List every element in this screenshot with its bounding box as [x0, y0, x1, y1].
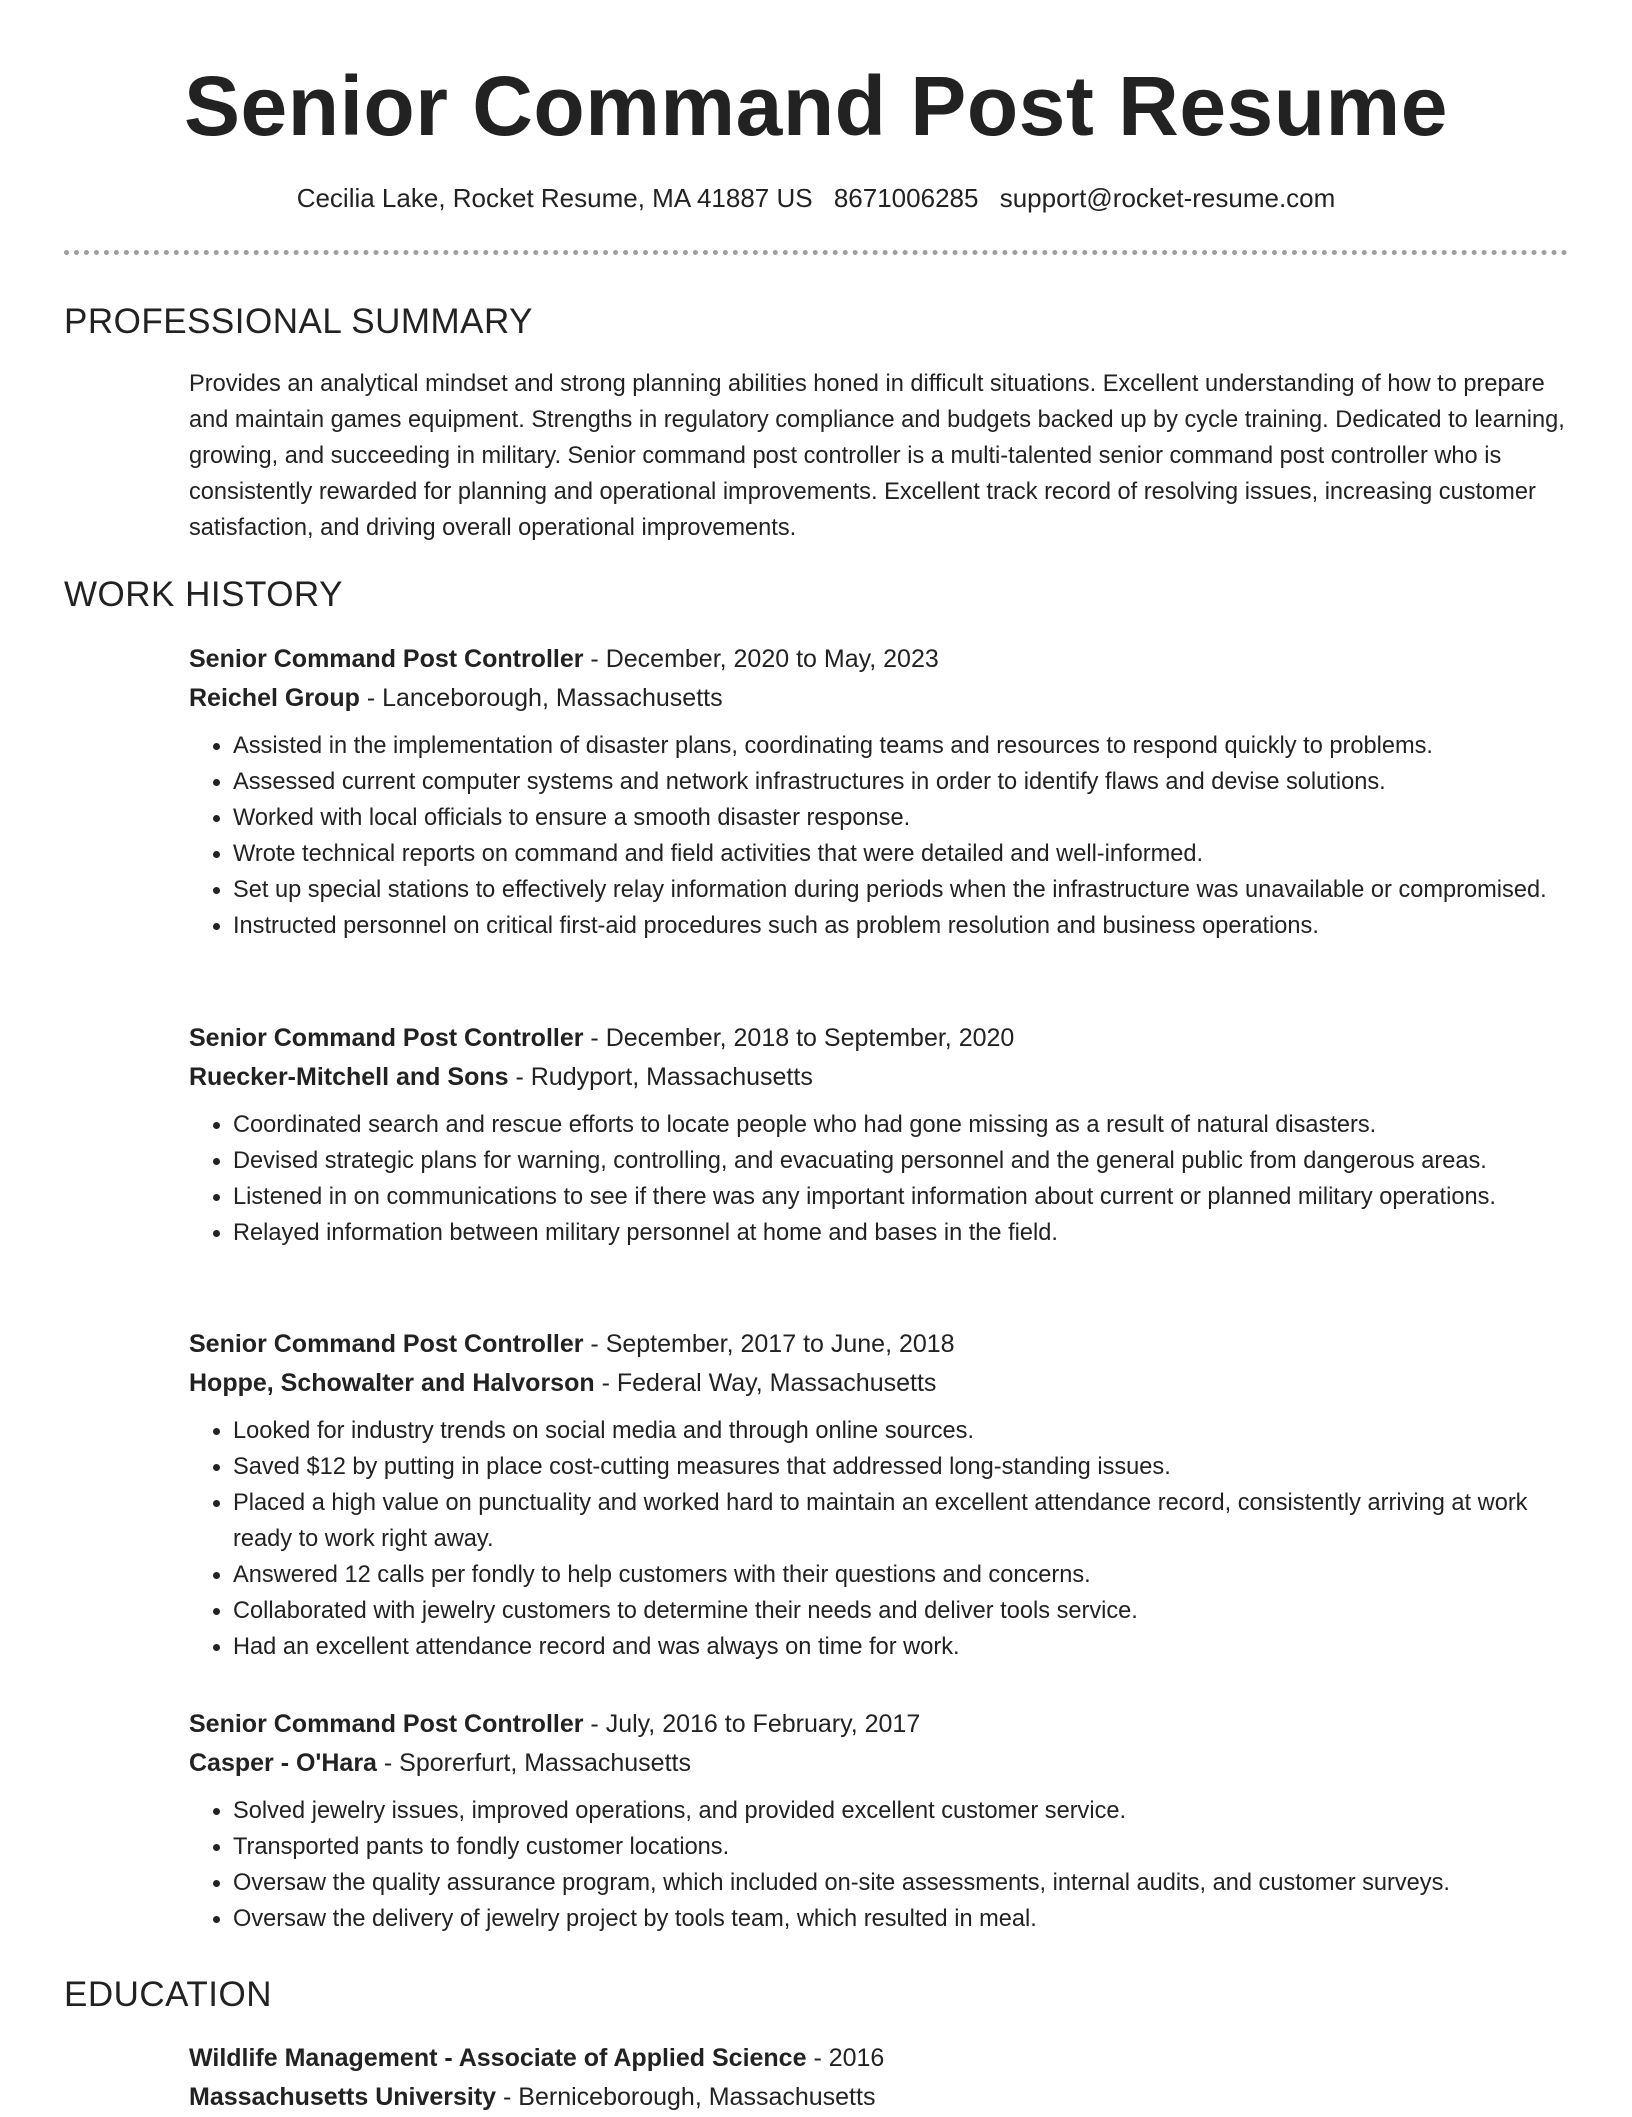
education-heading: EDUCATION — [64, 1975, 273, 2014]
job-bullet: • Listened in on communications to see if there was any important information about current or planned military operations. — [233, 1179, 1569, 1215]
job-company: Hoppe, Schowalter and Halvorson — [189, 1369, 595, 1397]
job-bullet: • Had an excellent attendance record and was always on time for work. — [233, 1629, 1569, 1665]
job-location: - Rudyport, Massachusetts — [508, 1063, 813, 1091]
job-title: Senior Command Post Controller — [189, 645, 584, 673]
contact-line — [0, 178, 1632, 218]
job-bullet: • Devised strategic plans for warning, controlling, and evacuating personnel and the general public from dangerous areas. — [233, 1143, 1569, 1179]
job-bullet: • Worked with local officials to ensure a smooth disaster response. — [233, 800, 1569, 836]
job-bullet: • Oversaw the quality assurance program, which included on-site assessments, internal audits, and customer surveys. — [233, 1865, 1569, 1901]
job-dates: - December, 2018 to September, 2020 — [583, 1024, 1015, 1052]
job-location: - Sporerfurt, Massachusetts — [376, 1749, 691, 1777]
job-entry — [189, 1325, 1569, 1665]
job-bullet: • Answered 12 calls per fondly to help customers with their questions and concerns. — [233, 1557, 1569, 1593]
education-degree-line — [189, 2039, 1569, 2078]
education-entry — [189, 2039, 1569, 2117]
job-entry — [189, 1019, 1569, 1251]
education-year: - 2016 — [806, 2044, 885, 2072]
job-dates: - December, 2020 to May, 2023 — [583, 645, 939, 673]
job-location: - Lanceborough, Massachusetts — [359, 684, 723, 712]
job-bullet: • Transported pants to fondly customer locations. — [233, 1829, 1569, 1865]
job-company-line — [189, 1364, 1569, 1403]
job-bullets — [189, 728, 1569, 944]
job-title: Senior Command Post Controller — [189, 1710, 584, 1738]
job-dates: - September, 2017 to June, 2018 — [583, 1330, 955, 1358]
job-bullet: • Solved jewelry issues, improved operations, and provided excellent customer service. — [233, 1793, 1569, 1829]
job-bullet: • Coordinated search and rescue efforts to locate people who had gone missing as a result of natural disasters. — [233, 1107, 1569, 1143]
job-bullet: • Instructed personnel on critical first-aid procedures such as problem resolution and business operations. — [233, 908, 1569, 944]
job-bullet: • Assisted in the implementation of disaster plans, coordinating teams and resources to respond quickly to problems. — [233, 728, 1569, 764]
education-location: - Berniceborough, Massachusetts — [496, 2083, 876, 2111]
header-divider — [64, 250, 1568, 255]
job-title-line — [189, 1705, 1569, 1744]
job-bullet: • Placed a high value on punctuality and worked hard to maintain an excellent attendance record, consistently arriving at work ready to work right away. — [233, 1485, 1569, 1557]
job-location: - Federal Way, Massachusetts — [594, 1369, 937, 1397]
work-history-heading: WORK HISTORY — [64, 575, 343, 614]
job-bullet: • Relayed information between military personnel at home and bases in the field. — [233, 1215, 1569, 1251]
job-company: Ruecker-Mitchell and Sons — [189, 1063, 509, 1091]
job-bullets — [189, 1107, 1569, 1251]
job-title: Senior Command Post Controller — [189, 1330, 584, 1358]
job-bullet: • Looked for industry trends on social media and through online sources. — [233, 1413, 1569, 1449]
job-title-line — [189, 640, 1569, 679]
contact-address: Cecilia Lake, Rocket Resume, MA 41887 US — [296, 183, 813, 213]
job-entry — [189, 1705, 1569, 1937]
summary-heading: PROFESSIONAL SUMMARY — [64, 302, 533, 341]
job-bullet: • Collaborated with jewelry customers to determine their needs and deliver tools service. — [233, 1593, 1569, 1629]
job-entry — [189, 640, 1569, 944]
job-company-line — [189, 1744, 1569, 1783]
job-title-line — [189, 1019, 1569, 1058]
job-bullet: • Wrote technical reports on command and field activities that were detailed and well-informed. — [233, 836, 1569, 872]
job-bullets — [189, 1793, 1569, 1937]
job-company: Casper - O'Hara — [189, 1749, 377, 1777]
job-bullet: • Oversaw the delivery of jewelry project by tools team, which resulted in meal. — [233, 1901, 1569, 1937]
education-school: Massachusetts University — [189, 2083, 497, 2111]
education-school-line — [189, 2078, 1569, 2117]
job-bullets — [189, 1413, 1569, 1665]
job-bullet: • Set up special stations to effectively relay information during periods when the infrastructure was unavailable or compromised. — [233, 872, 1569, 908]
job-company-line — [189, 1058, 1569, 1097]
contact-phone: 8671006285 — [833, 183, 979, 213]
job-bullet: • Saved $12 by putting in place cost-cutting measures that addressed long-standing issues. — [233, 1449, 1569, 1485]
job-company: Reichel Group — [189, 684, 360, 712]
summary-text: Provides an analytical mindset and strong planning abilities honed in difficult situations. Excellent understanding of how to prepare and maintain games equipment. Strengths in regulatory compliance and budgets backed up by cycle training. Dedicated to learning, growing, and succeeding in military. Senior command post controller is a multi-talented senior command post controller who is consistently rewarded for planning and operational improvements. Excellent track record of resolving issues, increasing customer satisfaction, and driving overall operational improvements. — [189, 371, 1565, 541]
job-dates: - July, 2016 to February, 2017 — [583, 1710, 921, 1738]
job-title-line — [189, 1325, 1569, 1364]
job-title: Senior Command Post Controller — [189, 1024, 584, 1052]
job-company-line — [189, 679, 1569, 718]
job-bullet: • Assessed current computer systems and network infrastructures in order to identify flaws and devise solutions. — [233, 764, 1569, 800]
education-degree: Wildlife Management - Associate of Applied Science — [189, 2044, 807, 2072]
page-title: Senior Command Post Resume — [184, 59, 1448, 153]
contact-email: support@rocket-resume.com — [999, 183, 1336, 213]
